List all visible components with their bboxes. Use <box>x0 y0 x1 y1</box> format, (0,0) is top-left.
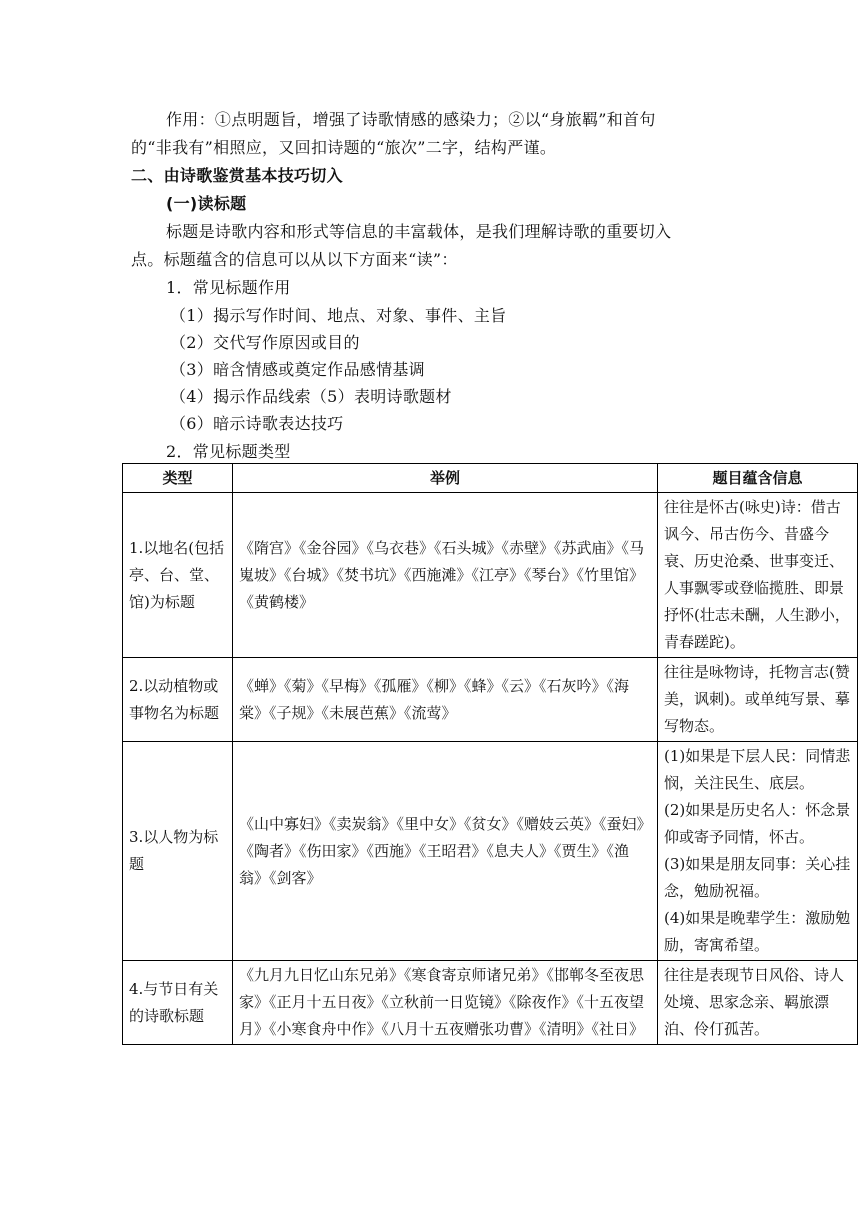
row-info <box>658 961 858 1045</box>
row-type: 3.以人物为标题 <box>123 742 233 961</box>
table-row <box>123 742 858 961</box>
function-item: （6）暗示诗歌表达技巧 <box>170 414 344 433</box>
function-item: （2）交代写作原因或目的 <box>170 333 360 352</box>
effect-line-1: 作用：①点明题旨，增强了诗歌情感的感染力；②以“身旅羁”和首句 <box>166 110 656 129</box>
section-heading: 二、由诗歌鉴赏基本技巧切入 <box>131 166 343 185</box>
info-text: 往往是咏物诗，托物言志(赞美，讽刺)。或单纯写景、摹写物态。 <box>664 663 850 735</box>
info-text: (3)如果是朋友同事：关心挂念，勉励祝福。 <box>664 855 851 900</box>
functions-heading: 1．常见标题作用 <box>166 278 291 297</box>
function-item: （3）暗含情感或奠定作品感情基调 <box>170 360 425 379</box>
row-examples: 《九月九日忆山东兄弟》《寒食寄京师诸兄弟》《邯郸冬至夜思家》《正月十五日夜》《立秋前一日览镜》《除夜作》《十五夜望月》《小寒食舟中作》《八月十五夜赠张功曹》《清明》《社日》 <box>233 961 658 1045</box>
row-info <box>658 658 858 742</box>
effect-line-2: 的“非我有”相照应，又回扣诗题的“旅次”二字，结构严谨。 <box>131 138 557 157</box>
table-header-row <box>123 464 858 493</box>
table-row <box>123 658 858 742</box>
header-info: 题目蕴含信息 <box>658 464 858 493</box>
row-info <box>658 493 858 658</box>
table-row <box>123 961 858 1045</box>
info-text: (1)如果是下层人民：同情悲悯，关注民生、底层。 <box>664 747 851 792</box>
row-info <box>658 742 858 961</box>
function-item: （1）揭示写作时间、地点、对象、事件、主旨 <box>170 306 507 325</box>
paragraph-line-1: 标题是诗歌内容和形式等信息的丰富载体，是我们理解诗歌的重要切入 <box>166 222 672 241</box>
info-text: (4)如果是晚辈学生：激励勉励，寄寓希望。 <box>664 909 851 954</box>
row-type: 4.与节日有关的诗歌标题 <box>123 961 233 1045</box>
title-types-table <box>122 463 858 1045</box>
paragraph-line-2: 点。标题蕴含的信息可以从以下方面来“读”： <box>131 250 458 269</box>
row-examples: 《隋宫》《金谷园》《乌衣巷》《石头城》《赤壁》《苏武庙》《马嵬坡》《台城》《焚书坑》《西施滩》《江亭》《琴台》《竹里馆》《黄鹤楼》 <box>233 493 658 658</box>
function-item: （4）揭示作品线索（5）表明诗歌题材 <box>170 387 452 406</box>
sub-heading: (一)读标题 <box>166 194 247 213</box>
row-type: 2.以动植物或事物名为标题 <box>123 658 233 742</box>
row-examples: 《蝉》《菊》《早梅》《孤雁》《柳》《蜂》《云》《石灰吟》《海棠》《子规》《未展芭蕉》《流莺》 <box>233 658 658 742</box>
header-type: 类型 <box>123 464 233 493</box>
row-examples: 《山中寡妇》《卖炭翁》《里中女》《贫女》《赠妓云英》《蚕妇》《陶者》《伤田家》《西施》《王昭君》《息夫人》《贾生》《渔翁》《剑客》 <box>233 742 658 961</box>
types-heading: 2．常见标题类型 <box>166 442 291 461</box>
table-row <box>123 493 858 658</box>
row-type: 1.以地名(包括亭、台、堂、馆)为标题 <box>123 493 233 658</box>
info-text: 往往是怀古(咏史)诗：借古讽今、吊古伤今、昔盛今衰、历史沧桑、世事变迁、人事飘零或登临揽胜、即景抒怀(壮志未酬，人生渺小，青春蹉跎)。 <box>664 498 850 651</box>
info-text: 往往是表现节日风俗、诗人处境、思家念亲、羁旅漂泊、伶仃孤苦。 <box>664 966 845 1038</box>
info-text: (2)如果是历史名人：怀念景仰或寄予同情，怀古。 <box>664 801 851 846</box>
header-examples: 举例 <box>233 464 658 493</box>
